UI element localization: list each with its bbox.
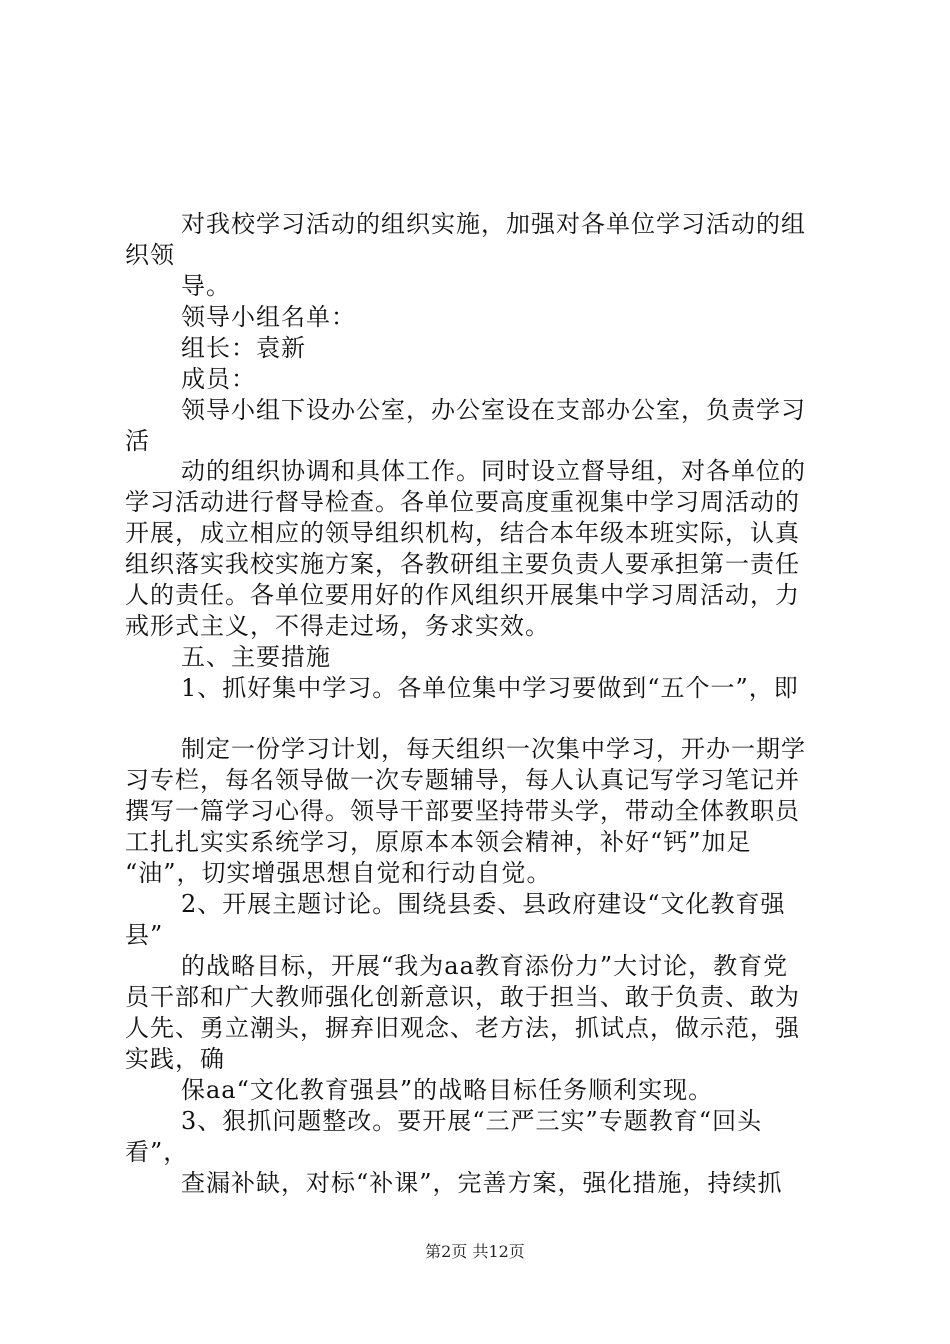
text-line: 习专栏，每名领导做一次专题辅导，每人认真记写学习笔记并: [125, 766, 800, 794]
text-line: 查漏补缺，对标“补课”，完善方案，强化措施，持续抓: [181, 1169, 783, 1197]
text-line: 人先、勇立潮头，摒弃旧观念、老方法，抓试点，做示范，强: [125, 1014, 800, 1042]
text-line: 3、狠抓问题整改。要开展“三严三实”专题教育“回头: [181, 1107, 763, 1135]
section-heading: 五、主要措施: [181, 643, 331, 671]
text-line: 工扎扎实实系统学习，原原本本领会精神，补好“钙”加足: [125, 828, 752, 856]
text-line: 开展，成立相应的领导组织机构，结合本年级本班实际，认真: [125, 519, 800, 547]
text-line: 领导小组下设办公室，办公室设在支部办公室，负责学习: [181, 396, 806, 424]
text-line: 制定一份学习计划，每天组织一次集中学习，开办一期学: [181, 735, 806, 763]
text-line: 员干部和广大教师强化创新意识，敢于担当、敢于负责、敢为: [125, 983, 800, 1011]
text-line: 导。: [181, 272, 231, 300]
text-line: 织领: [125, 241, 175, 269]
page-number-footer: 第2页 共12页: [425, 1242, 525, 1261]
text-line: 动的组织协调和具体工作。同时设立督导组，对各单位的: [181, 457, 806, 485]
text-line: 人的责任。各单位要用好的作风组织开展集中学习周活动，力: [125, 581, 800, 609]
text-line: 戒形式主义，不得走过场，务求实效。: [125, 612, 550, 640]
text-line: 组织落实我校实施方案，各教研组主要负责人要承担第一责任: [125, 550, 800, 578]
text-line: 1、抓好集中学习。各单位集中学习要做到“五个一”，即: [181, 674, 799, 702]
text-line: 组长：袁新: [181, 334, 306, 362]
text-line: 领导小组名单：: [181, 303, 356, 331]
text-line: 2、开展主题讨论。围绕县委、县政府建设“文化教育强: [181, 890, 786, 918]
text-line: 活: [125, 427, 150, 455]
text-line: 看”，: [125, 1138, 189, 1166]
text-line: “油”，切实增强思想自觉和行动自觉。: [125, 859, 552, 887]
text-line: 对我校学习活动的组织实施，加强对各单位学习活动的组: [181, 210, 806, 238]
text-line: 的战略目标，开展“我为aa教育添份力”大讨论，教育党: [181, 952, 789, 980]
text-line: 撰写一篇学习心得。领导干部要坚持带头学，带动全体教职员: [125, 797, 800, 825]
text-line: 实践，确: [125, 1045, 225, 1073]
text-line: 保aa“文化教育强县”的战略目标任务顺利实现。: [181, 1076, 714, 1104]
text-line: 县”: [125, 921, 164, 949]
text-line: 成员：: [181, 365, 256, 393]
text-line: 学习活动进行督导检查。各单位要高度重视集中学习周活动的: [125, 488, 800, 516]
